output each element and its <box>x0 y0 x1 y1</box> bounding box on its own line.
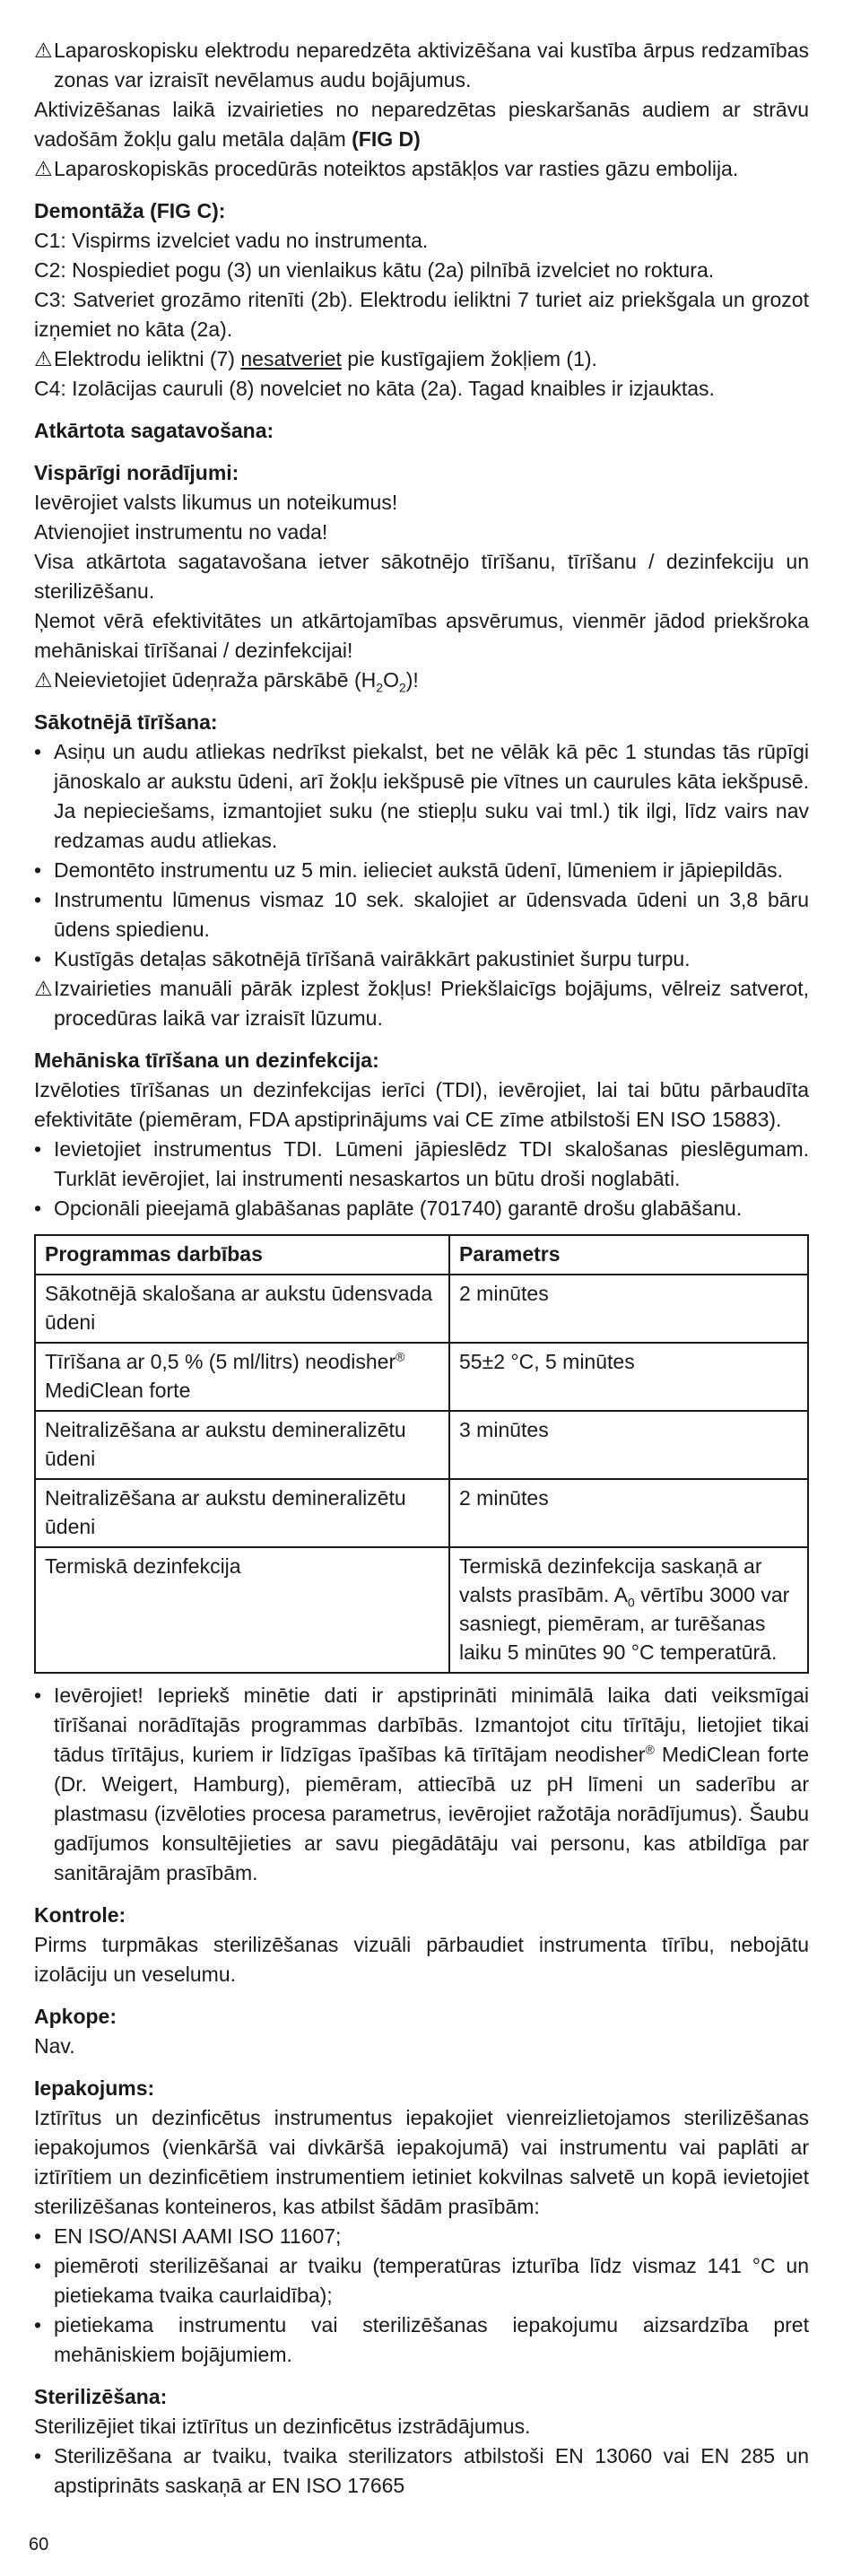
visp-line-3: Visa atkārtota sagatavošana ietver sākotnējo tīrīšanu, tīrīšanu / dezinfekciju un sterilizēšanu. <box>34 550 809 603</box>
table-cell: Tīrīšana ar 0,5 % (5 ml/litrs) neodisher® MediClean forte <box>35 1343 449 1411</box>
heading-sterilizesana: Sterilizēšana: <box>34 2385 168 2408</box>
warning-icon: ⚠ <box>34 668 53 692</box>
column-header-parameter: Parametrs <box>449 1235 808 1275</box>
table-cell: Neitralizēšana ar aukstu demineralizētu ūdeni <box>35 1411 449 1479</box>
document-page <box>34 36 809 2501</box>
heading-sakotneja-tirisana: Sākotnējā tīrīšana: <box>34 710 218 734</box>
page-number: 60 <box>29 2535 49 2554</box>
heading-mehaniska-tirisana: Mehāniska tīrīšana un dezinfekcija: <box>34 1049 379 1072</box>
program-steps-table <box>34 1234 809 1674</box>
list-item: • Ievietojiet instrumentus TDI. Lūmeni jāpieslēdz TDI skalošanas pieslēgumam. Turklāt ievērojiet, lai instrumenti nesaskartos un būtu droši noglabāti. <box>34 1135 809 1194</box>
bullet-icon: • <box>34 858 42 882</box>
bullet-icon: • <box>34 1684 42 1707</box>
warning-electrode-insert: ⚠Elektrodu ieliktni (7) nesatveriet pie kustīgajiem žokļiem (1). <box>34 344 809 374</box>
table-cell: 2 minūtes <box>449 1479 808 1547</box>
table-row <box>35 1479 808 1547</box>
bullet-icon: • <box>34 2313 42 2337</box>
table-cell: 2 minūtes <box>449 1275 808 1343</box>
warning-laparoscopic-activation: ⚠Laparoskopisku elektrodu neparedzēta aktivizēšana vai kustība ārpus redzamības zonas var izraisīt nevēlamus audu bojājumus. <box>34 36 809 95</box>
warning-jaw-spreading: ⚠Izvairieties manuāli pārāk izplest žokļus! Priekšlaicīgs bojājums, vēlreiz satverot, procedūras laikā var izraisīt lūzumu. <box>34 974 809 1033</box>
bullet-icon: • <box>34 947 42 970</box>
list-item: • Sterilizēšana ar tvaiku, tvaika sterilizators atbilstoši EN 13060 vai EN 285 un apstiprināts saskaņā ar EN ISO 17665 <box>34 2441 809 2501</box>
apkope-text: Nav. <box>34 2034 75 2058</box>
bullet-icon: • <box>34 2254 42 2277</box>
table-header-row <box>35 1235 808 1275</box>
figure-reference: (FIG D) <box>352 127 421 151</box>
bullet-icon: • <box>34 1197 42 1220</box>
table-cell: Neitralizēšana ar aukstu demineralizētu ūdeni <box>35 1479 449 1547</box>
table-cell: Sākotnējā skalošana ar aukstu ūdensvada ūdeni <box>35 1275 449 1343</box>
warning-icon: ⚠ <box>34 39 53 62</box>
bullet-icon: • <box>34 888 42 911</box>
table-row <box>35 1343 808 1411</box>
warning-hydrogen-peroxide: ⚠Neievietojiet ūdeņraža pārskābē $(H_2O_2)$! <box>34 666 809 695</box>
heading-visparigi: Vispārīgi norādījumi: <box>34 461 239 484</box>
list-item: • pietiekama instrumentu vai sterilizēšanas iepakojumu aizsardzība pret mehāniskiem bojājumiem. <box>34 2311 809 2370</box>
table-row <box>35 1547 808 1673</box>
list-item: • Ievērojiet! Iepriekš minētie dati ir apstiprināti minimālā laika dati veiksmīgai tīrīšanai norādītajās programmas darbībās. Izmantojot citu tīrītāju, lietojiet tikai tādus tīrītājus, kuriem ir līdzīgas īpašības kā tīrītājam neodisher® MediClean forte (Dr. Weigert, Hamburg), piemēram, attiecībā uz pH līmeni un saderību ar plastmasu (izvēloties procesa parametrus, ievērojiet ražotāja norādījumus). Šaubu gadījumos konsultējieties ar savu piegādātāju vai personu, kas atbildīga par sanitārajām prasībām. <box>34 1681 809 1888</box>
list-item: • Kustīgās detaļas sākotnējā tīrīšanā vairākkārt pakustiniet šurpu turpu. <box>34 944 809 974</box>
list-item: • EN ISO/ANSI AAMI ISO 11607; <box>34 2222 809 2251</box>
table-cell: Termiskā dezinfekcija saskaņā ar valsts prasībām. $A_0$ vērtību 3000 var sasniegt, piemēram, ar turēšanas laiku 5 minūtes 90 °C temperatūrā. <box>449 1547 808 1673</box>
kontrole-text: Pirms turpmākas sterilizēšanas vizuāli pārbaudiet instrumenta tīrību, nebojātu izolāciju un veselumu. <box>34 1933 809 1986</box>
paragraph-avoid-contact: Aktivizēšanas laikā izvairieties no neparedzētas pieskaršanās audiem ar strāvu vadošām žokļu galu metāla daļām (FIG D) <box>34 98 809 151</box>
list-item: • Demontēto instrumentu uz 5 min. ielieciet aukstā ūdenī, lūmeniem ir jāpiepildās. <box>34 856 809 885</box>
warning-icon: ⚠ <box>34 157 53 180</box>
bullet-icon: • <box>34 1137 42 1161</box>
heading-atkartota-sagatavosana: Atkārtota sagatavošana: <box>34 419 274 442</box>
step-c3: C3: Satveriet grozāmo ritenīti (2b). Elektrodu ieliktni 7 turiet aiz priekšgala un grozot izņemiet no kāta (2a). <box>34 288 809 341</box>
bullet-icon: • <box>34 2224 42 2248</box>
visp-line-1: Ievērojiet valsts likumus un noteikumus! <box>34 491 398 514</box>
table-cell: 55±2 °C, 5 minūtes <box>449 1343 808 1411</box>
bullet-icon: • <box>34 740 42 763</box>
visp-line-2: Atvienojiet instrumentu no vada! <box>34 520 328 544</box>
step-c2: C2: Nospiediet pogu (3) un vienlaikus kātu (2a) pilnībā izvelciet no roktura. <box>34 258 715 282</box>
heading-iepakojums: Iepakojums: <box>34 2076 155 2100</box>
iepak-paragraph: Iztīrītus un dezinficētus instrumentus iepakojiet vienreizlietojamos sterilizēšanas iepakojumos (vienkāršā vai divkāršā iepakojumā) vai instrumentu vai paplāti ar iztīrītiem un dezinficētiem instrumentiem ietiniet kokvilnas salvetē un kopā ievietojiet sterilizēšanas konteineros, kas atbilst šādām prasībām: <box>34 2106 809 2218</box>
list-item: • Opcionāli pieejamā glabāšanas paplāte (701740) garantē drošu glabāšanu. <box>34 1194 809 1223</box>
list-item: • piemēroti sterilizēšanai ar tvaiku (temperatūras izturība līdz vismaz 141 °C un pietiekama tvaika caurlaidība); <box>34 2251 809 2311</box>
list-item: • Instrumentu lūmenus vismaz 10 sek. skalojiet ar ūdensvada ūdeni un 3,8 bāru ūdens spiedienu. <box>34 885 809 944</box>
table-cell: Termiskā dezinfekcija <box>35 1547 449 1673</box>
steril-paragraph: Sterilizējiet tikai iztīrītus un dezinficētus izstrādājumus. <box>34 2415 531 2438</box>
table-row <box>35 1275 808 1343</box>
bullet-icon: • <box>34 2444 42 2467</box>
warning-icon: ⚠ <box>34 977 53 1000</box>
step-c4: C4: Izolācijas cauruli (8) novelciet no kāta (2a). Tagad knaibles ir izjauktas. <box>34 377 715 400</box>
heading-kontrole: Kontrole: <box>34 1903 126 1927</box>
table-cell: 3 minūtes <box>449 1411 808 1479</box>
heading-demontaza: Demontāža (FIG C): <box>34 199 226 222</box>
warning-gas-embolism: ⚠Laparoskopiskās procedūrās noteiktos apstākļos var rasties gāzu embolija. <box>34 154 809 184</box>
table-row <box>35 1411 808 1479</box>
step-c1: C1: Vispirms izvelciet vadu no instrumenta. <box>34 229 429 252</box>
visp-line-4: Ņemot vērā efektivitātes un atkārtojamības apsvērumus, vienmēr jādod priekšroka mehāniskai tīrīšanai / dezinfekcijai! <box>34 609 809 662</box>
column-header-program-steps: Programmas darbības <box>35 1235 449 1275</box>
meh-paragraph: Izvēloties tīrīšanas un dezinfekcijas ierīci (TDI), ievērojiet, lai tai būtu pārbaudīta efektivitāte (piemēram, FDA apstiprinājums vai CE zīme atbilstoši EN ISO 15883). <box>34 1078 809 1131</box>
warning-icon: ⚠ <box>34 347 53 370</box>
heading-apkope: Apkope: <box>34 2005 117 2028</box>
list-item: • Asiņu un audu atliekas nedrīkst piekalst, bet ne vēlāk kā pēc 1 stundas tās rūpīgi jānoskalo ar aukstu ūdeni, arī žokļu iekšpusē pie vītnes un caurules kāta iekšpusē. Ja nepieciešams, izmantojiet suku (ne stiepļu suku vai tml.) tik ilgi, līdz vairs nav redzamas audu atliekas. <box>34 737 809 856</box>
